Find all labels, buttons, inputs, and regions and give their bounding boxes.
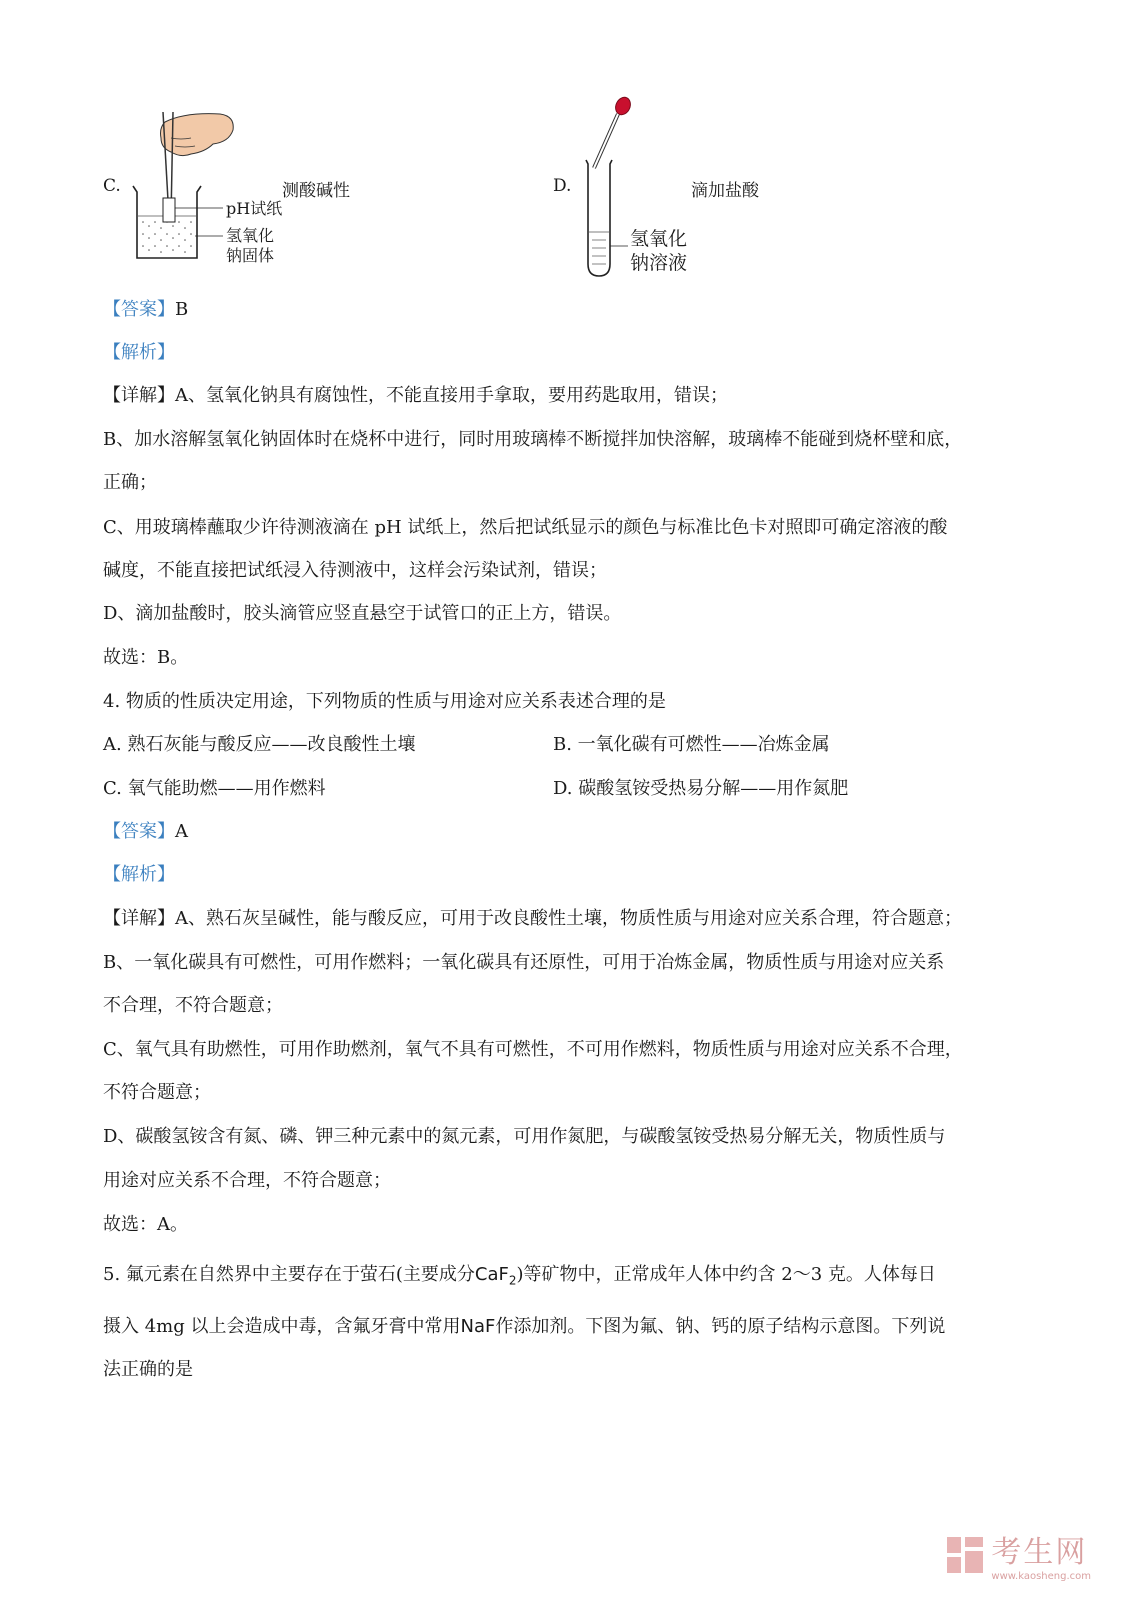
- q5-stem-line-2: [103, 1314, 945, 1340]
- answer-tag: 【答案】: [103, 821, 175, 842]
- figure-d-caption: 滴加盐酸: [691, 181, 759, 201]
- q3-line: 碱度，不能直接把试纸浸入待测液中，这样会污染试剂，错误；: [103, 560, 607, 581]
- q4-line: 不合理，不符合题意；: [103, 995, 283, 1016]
- kaosheng-logo-icon: [945, 1535, 985, 1575]
- q3-analysis-tag: 【解析】: [103, 342, 175, 363]
- q3-line: 正确；: [103, 472, 157, 493]
- q4-line: 故选：A。: [103, 1214, 188, 1235]
- kaosheng-watermark: [945, 1527, 1091, 1582]
- watermark-text: 考生网: [991, 1535, 1088, 1570]
- q5-stem-line-3: 法正确的是: [103, 1359, 193, 1380]
- formula-naf: NaF: [460, 1316, 496, 1337]
- q4-option-d: D. 碳酸氢铵受热易分解——用作氮肥: [553, 778, 849, 799]
- q5-text: )等矿物中，正常成年人体中约含 2～3 克。人体每日: [516, 1264, 936, 1285]
- option-d-letter: D.: [553, 176, 572, 196]
- q4-stem: 4. 物质的性质决定用途，下列物质的性质与用途对应关系表述合理的是: [103, 691, 666, 712]
- option-c-letter: C.: [103, 176, 121, 196]
- formula-caf2: [474, 1264, 517, 1288]
- q4-analysis-tag: 【解析】: [103, 864, 175, 885]
- figure-c-caption: 测酸碱性: [282, 181, 350, 201]
- q4-option-a: A. 熟石灰能与酸反应——改良酸性土壤: [103, 734, 416, 755]
- q4-option-c: C. 氧气能助燃——用作燃料: [103, 778, 326, 799]
- test-tube-icon: [586, 160, 612, 276]
- q5-stem-line-1: [103, 1262, 936, 1294]
- q3-line: B、加水溶解氢氧化钠固体时在烧杯中进行，同时用玻璃棒不断搅拌加快溶解，玻璃棒不能碰到烧杯壁和底，: [103, 429, 963, 450]
- naoh-solution-label-1: 氢氧化: [630, 228, 688, 250]
- q5-text: 作添加剂。下图为氟、钠、钙的原子结构示意图。下列说: [495, 1316, 946, 1337]
- answer-value: B: [175, 299, 189, 320]
- q4-answer: [103, 819, 188, 845]
- q3-line: 故选：B。: [103, 647, 189, 668]
- q3-detail-line: [103, 383, 728, 409]
- naoh-solid-label-2: 钠固体: [226, 246, 275, 265]
- dropper-bulb-icon: [613, 95, 633, 117]
- answer-value: A: [175, 821, 188, 842]
- q3-line: D、滴加盐酸时，胶头滴管应竖直悬空于试管口的正上方，错误。: [103, 603, 622, 624]
- q3-line: C、用玻璃棒蘸取少许待测液滴在 pH 试纸上，然后把试纸显示的颜色与标准比色卡对照即可确定溶液的酸: [103, 517, 948, 538]
- naoh-solid-label-1: 氢氧化: [226, 226, 275, 245]
- q5-text: 5. 氟元素在自然界中主要存在于萤石(主要成分: [103, 1264, 475, 1285]
- q5-text: 摄入 4mg 以上会造成中毒，含氟牙膏中常用: [103, 1316, 461, 1337]
- formula-main: CaF: [474, 1264, 509, 1285]
- q4-line: D、碳酸氢铵含有氮、磷、钾三种元素中的氮元素，可用作氮肥，与碳酸氢铵受热易分解无关，物质性质与: [103, 1126, 946, 1147]
- q4-line: 用途对应关系不合理，不符合题意；: [103, 1170, 391, 1191]
- hand-icon: [161, 114, 234, 156]
- watermark-url: www.kaosheng.com: [991, 1571, 1091, 1582]
- naoh-solution-label-2: 钠溶液: [630, 252, 688, 274]
- q4-line: B、一氧化碳具有可燃性，可用作燃料；一氧化碳具有还原性，可用于冶炼金属，物质性质与用途对应关系: [103, 952, 945, 973]
- detail-tag: 【详解】: [103, 385, 175, 406]
- formula-subscript: 2: [508, 1273, 517, 1288]
- detail-tag: 【详解】: [103, 908, 175, 929]
- q4-line: C、氧气具有助燃性，可用作助燃剂，氧气不具有可燃性，不可用作燃料，物质性质与用途对应关系不合理，: [103, 1039, 963, 1060]
- q3-detail-text: A、氢氧化钠具有腐蚀性，不能直接用手拿取，要用药匙取用，错误；: [175, 385, 728, 406]
- q4-detail-line: [103, 906, 962, 932]
- q3-answer: [103, 297, 188, 323]
- q4-detail-text: A、熟石灰呈碱性，能与酸反应，可用于改良酸性土壤，物质性质与用途对应关系合理，符合题意；: [175, 908, 962, 929]
- ph-paper-label: pH试纸: [226, 199, 283, 218]
- q4-option-b: B. 一氧化碳有可燃性——冶炼金属: [553, 734, 830, 755]
- answer-tag: 【答案】: [103, 299, 175, 320]
- q4-line: 不符合题意；: [103, 1082, 211, 1103]
